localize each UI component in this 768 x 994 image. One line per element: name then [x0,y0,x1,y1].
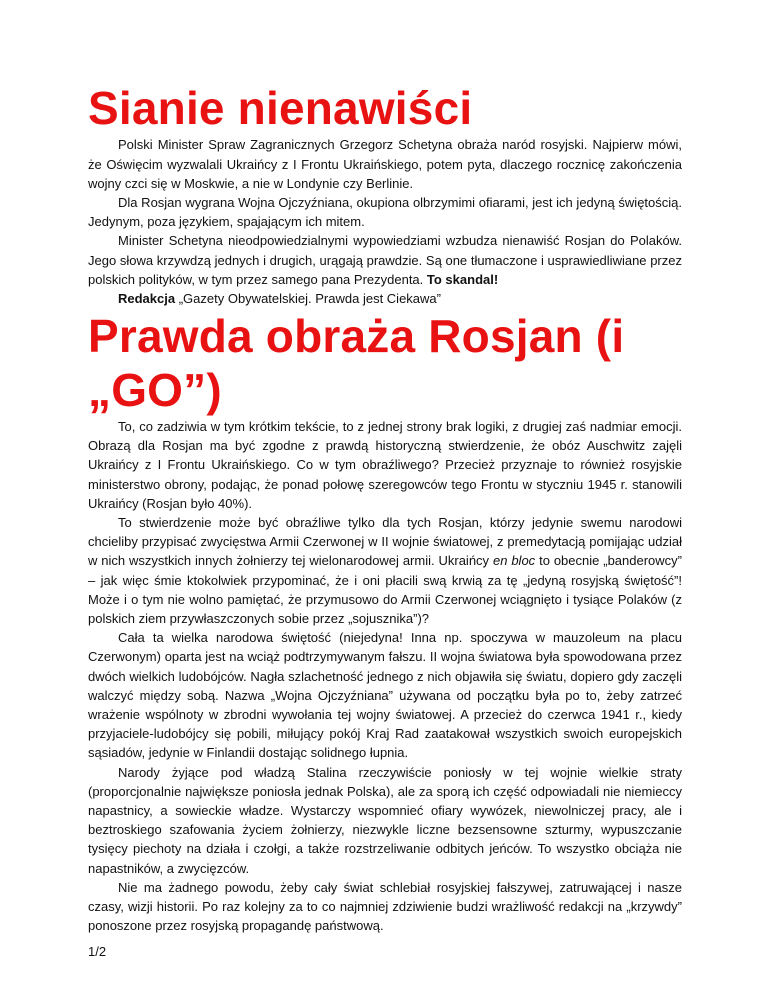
article-title: Prawda obraża Rosjan (i „GO”) [88,310,625,416]
signature [88,289,682,308]
signature-label: Redakcja [118,290,176,306]
page-number: 1/2 [88,944,107,959]
paragraph: Nie ma żadnego powodu, żeby cały świat schlebiał rosyjskiej fałszywej, zatruwającej i nasze czasy, wizji historii. Po raz kolejny za to co najmniej zdziwienie budzi wrażliwość redakcji na „krzywdy” ponoszone przez rosyjską propagandę państwową. [88,879,682,934]
italic-text: en bloc [492,553,536,569]
paragraph: Polski Minister Spraw Zagranicznych Grzegorz Schetyna obraża naród rosyjski. Najpierw mówi, że Oświęcim wyzwalali Ukraińcy z I Frontu Ukraińskiego, potem pyta, dlaczego rocznicę zakończenia wojny czci się w Moskwie, a nie w Londynie czy Berlinie. [88,137,682,191]
paragraph [88,513,682,628]
document-page [88,60,682,935]
paragraph-text: to obecnie „banderowcy” – jak więc śmie ktokolwiek przypominać, że i oni płacili swą krwią za tę „jedyną rosyjską świętość”! Może i o tym nie wolno pamiętać, że przymusowo do Armii Czerwonej wciągnięto i tysiące Polaków (z polskich ziem przywłaszczonych sobie przez „sojusznika”)? [88,553,682,626]
article-title: Sianie nienawiści [88,82,473,134]
bold-text: To skandal! [426,271,499,287]
paragraph: To, co zadziwia w tym krótkim tekście, to z jednej strony brak logiki, z drugiej zaś nadmiar emocji. Obrazą dla Rosjan ma być zgodne z prawdą historyczną stwierdzenie, że obóz Auschwitz zajęli Ukraińcy z I Frontu Ukraińskiego. Co w tym obraźliwego? Przecież przyznaje to również rosyjskie ministerstwo obrony, podając, że ponad połowę szeregowców tego Frontu w styczniu 1945 r. stanowili Ukraińcy (Rosjan było 40%). [88,418,682,511]
paragraph-text: To stwierdzenie może być obraźliwe tylko dla tych Rosjan, którzy jedynie swemu narodowi chcieliby przypisać zwycięstwa Armii Czerwonej w II wojnie światowej, z premedytacją pomijając udział w nich wszystkich innych żołnierzy tej wielonarodowej armii. Ukraińcy [88,514,682,569]
paragraph [88,231,682,289]
paragraph: Cała ta wielka narodowa świętość (niejedyna! Inna np. spoczywa w mauzoleum na placu Czerwonym) oparta jest na wciąż podtrzymywanym fałszu. II wojna światowa była spowodowana przez dwóch wielkich ludobójców. Nagła szlachetność jednego z nich objawiła się światu, dopiero gdy zaczęli walczyć między sobą. Nazwa „Wojna Ojczyźniana” używana od początku była po to, żeby zatrzeć wrażenie wspólnoty w zbrodni wywołania tej wojny światowej. A przecież do czerwca 1941 r., kiedy przyjaciele-ludobójcy się pobili, miłujący pokój Kraj Rad zaatakował wszystkich swoich europejskich sąsiadów, jedynie w Finlandii dostając solidnego łupnia. [88,630,682,761]
paragraph: Dla Rosjan wygrana Wojna Ojczyźniana, okupiona olbrzymimi ofiarami, jest ich jedyną świętością. Jedynym, poza językiem, spajającym ich mitem. [88,194,682,230]
paragraph: Narody żyjące pod władzą Stalina rzeczywiście poniosły w tej wojnie wielkie straty (proporcjonalnie największe poniosła jednak Polska), ale za sporą ich część odpowiadali nie niemieccy napastnicy, a sowieckie władze. Wystarczy wspomnieć ofiary wywózek, niewolniczej pracy, ale i beztroskiego szafowania życiem żołnierzy, niezwykle liczne bezsensowne szturmy, wypuszczanie tysięcy piechoty na działa i czołgi, a także rozstrzeliwanie odbitych jeńców. To wszystko obciąża nie napastników, a zwycięzców. [88,764,682,876]
paragraph-text: Minister Schetyna nieodpowiedzialnymi wypowiedziami wzbudza nienawiść Rosjan do Polaków. Jego słowa krzywdzą jednych i drugich, urągają prawdzie. Są one tłumaczone i usprawiedliwiane przez polskich polityków, w tym przez samego pana Prezydenta. [88,233,682,287]
signature-text: „Gazety Obywatelskiej. Prawda jest Ciekawa” [178,290,441,306]
